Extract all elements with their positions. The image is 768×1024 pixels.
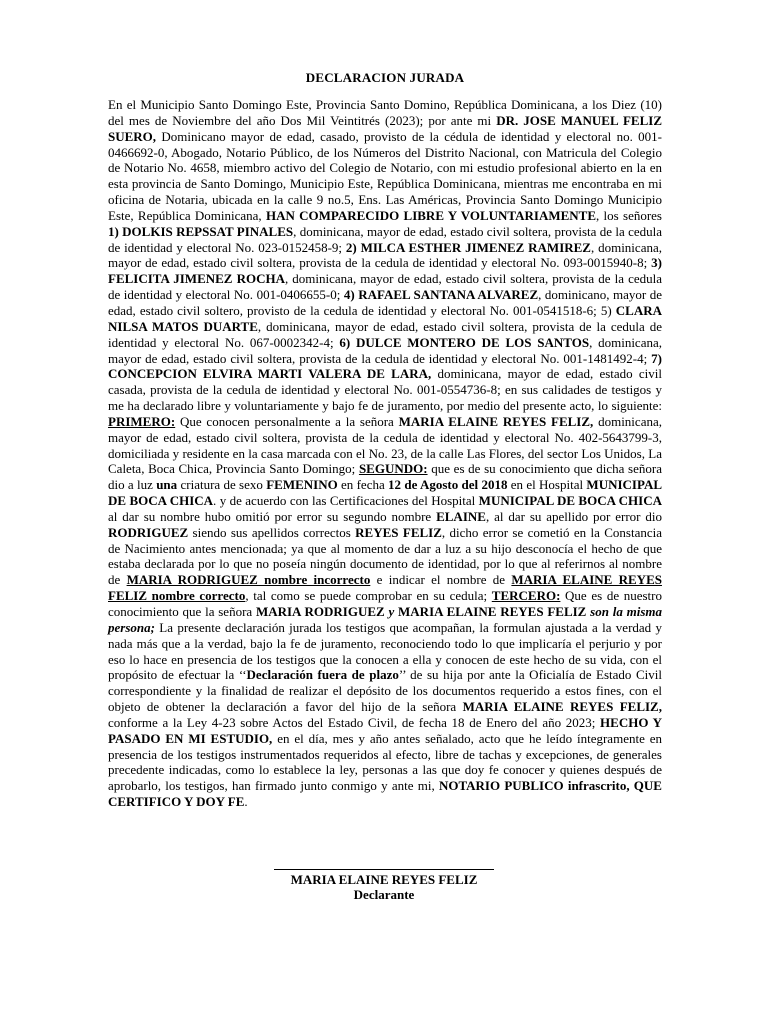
body-text: Que conocen personalmente a la señora xyxy=(175,413,399,429)
body-text: ’’ de su hija por ante la Oficialía de Estado Civil correspondiente y la finalidad de realizar el depósito de los documentos requerido a estos fines, con el objeto de obtener la declaración a favor del hijo de la señora xyxy=(108,667,662,715)
signature-block xyxy=(0,869,768,902)
emphasized-text: y xyxy=(388,604,395,619)
emphasized-text: 3) FELICITA JIMENEZ ROCHA xyxy=(108,255,662,287)
body-text: , dominicana, mayor de edad, estado civil soltera, provista de la cedula de identidad y electoral No. 001-1481492-4; xyxy=(108,334,662,366)
signature-name: MARIA ELAINE REYES FELIZ xyxy=(290,872,478,887)
emphasized-text: 4) RAFAEL SANTANA ALVAREZ xyxy=(343,287,539,303)
body-text: en el día, mes y año antes señalado, acto que he leído íntegramente en presencia de los testigos instrumentados requeridos al efecto, libre de tachas y excepciones, de generales precedente indicadas, como lo establece la ley, personas a las que doy fe conocer y quienes después de aprobarlo, los testigos, han firmado junto conmigo y ante mi, xyxy=(108,730,663,794)
body-text: Que es de nuestro conocimiento que la señora xyxy=(108,588,662,619)
signature-role: Declarante xyxy=(353,887,415,902)
declaration-body xyxy=(108,97,662,810)
body-text: Dominicano mayor de edad, casado, provisto de la cédula de identidad y electoral no. 001-0466692-0, Abogado, Notario Público, de los Números del Distrito Nacional, con Matricula del Colegio de Notario No. 4658, miembro activo del Colegio de Notario, con mi estudio profesional abierto en la en esta provincia de Santo Domingo, Municipio Este, República Dominicana, mientras me encontraba en mi oficina de Notaria, ubicada en la calle 9 no.5, Ens. Las Américas, Provincia Santo Domingo Municipio Este, República Dominicana, xyxy=(108,128,662,223)
emphasized-text: 1) DOLKIS REPSSAT PINALES xyxy=(108,223,294,239)
body-text: . y de acuerdo con las Certificaciones del Hospital xyxy=(213,493,479,509)
emphasized-text: 7) CONCEPCION ELVIRA MARTI VALERA DE LARA, xyxy=(108,350,662,382)
body-text: , dicho error se cometió en la Constancia de Nacimiento antes mencionada; ya que al momento de dar a luz a su hijo desconocía el hecho de que estaba declarada por lo que no poseía ningún documento de identidad, por lo que al referirnos al nombre de xyxy=(108,524,662,588)
emphasized-text: HAN COMPARECIDO LIBRE Y VOLUNTARIAMENTE xyxy=(265,207,597,223)
body-text: , tal como se puede comprobar en su cedula; xyxy=(245,588,492,604)
signature-line xyxy=(274,869,494,870)
emphasized-text: TERCERO: xyxy=(491,588,561,604)
emphasized-text: ELAINE xyxy=(436,508,486,524)
body-text: , dominicana, mayor de edad, estado civil soltera, provista de la cedula de identidad y electoral No. 067-0002342-4; xyxy=(108,318,662,350)
body-text: en fecha xyxy=(337,477,389,493)
body-text: criatura de sexo xyxy=(177,477,267,493)
body-text: e indicar el nombre de xyxy=(370,572,512,588)
emphasized-text: HECHO Y PASADO EN MI ESTUDIO, xyxy=(108,714,662,746)
body-text: La presente declaración jurada los testigos que acompañan, la formulan ajustada a la verdad y nada más que a la verdad, bajo la fe de juramento, reconociendo todo lo que implicaría el perjurio y por eso lo hace en presencia de los testigos que la conocen a ella y conocen de este hecho de su vida, con el propósito de efectuar la ‘‘ xyxy=(108,619,662,683)
emphasized-text: 2) MILCA ESTHER JIMENEZ RAMIREZ xyxy=(345,239,591,255)
body-text: . xyxy=(244,794,248,810)
emphasized-text: MARIA ELAINE REYES FELIZ xyxy=(394,604,587,619)
body-text: , los señores xyxy=(596,207,662,223)
emphasized-text: RODRIGUEZ xyxy=(108,524,189,540)
body-text: , dominicano, mayor de edad, estado civil soltero, provisto de la cedula de identidad y electoral No. 001-0541518-6; 5) xyxy=(108,287,663,318)
emphasized-text: MARIA RODRIGUEZ xyxy=(255,604,389,619)
body-text: dominicana, mayor de edad, estado civil casada, provista de la cedula de identidad y electoral No. 001-0554736-8; en sus calidades de testigos y me ha declarado libre y voluntariamente y bajo fe de juramento, por medio del presente acto, lo siguiente: xyxy=(108,366,662,414)
emphasized-text: MUNICIPAL DE BOCA CHICA xyxy=(478,493,662,509)
emphasized-text: MUNICIPAL DE BOCA CHICA xyxy=(108,477,663,509)
emphasized-text: 12 de Agosto del 2018 xyxy=(388,477,508,493)
body-text: al dar su nombre hubo omitió por error su segundo nombre xyxy=(108,508,437,524)
body-text: en el Hospital xyxy=(507,477,587,493)
body-text: conforme a la Ley 4-23 sobre Actos del Estado Civil, de fecha 18 de Enero del año 2023; xyxy=(108,714,601,730)
emphasized-text: 6) DULCE MONTERO DE LOS SANTOS xyxy=(339,334,590,350)
emphasized-text: DR. JOSE MANUEL FELIZ SUERO, xyxy=(108,112,662,144)
emphasized-text: NOTARIO PUBLICO infrascrito, QUE CERTIFICO Y DOY FE xyxy=(108,778,662,810)
emphasized-text: MARIA ELAINE REYES FELIZ, xyxy=(398,413,594,429)
body-text: que es de su conocimiento que dicha señora dio a luz xyxy=(108,461,662,493)
emphasized-text: Declaración fuera de plazo xyxy=(246,667,399,683)
emphasized-text: PRIMERO: xyxy=(108,413,176,429)
emphasized-text: CLARA NILSA MATOS DUARTE xyxy=(108,302,662,334)
emphasized-text: MARIA ELAINE REYES FELIZ nombre correcto xyxy=(108,572,662,604)
body-text: , dominicana, mayor de edad, estado civil soltera, provista de la cedula de identidad y electoral No. 001-0406655-0; xyxy=(108,271,662,303)
emphasized-text: SEGUNDO: xyxy=(358,461,428,477)
body-text: dominicana, mayor de edad, estado civil soltera, provista de la cedula de identidad y electoral No. 402-5643799-3, domiciliada y residente en la casa marcada con el No. 23, de la calle Las Flores, del sector Los Unidos, La Caleta, Boca Chica, Provincia Santo Domingo; xyxy=(108,413,662,477)
emphasized-text: son la misma persona; xyxy=(108,604,662,635)
emphasized-text: una xyxy=(156,477,178,493)
body-text: , dominicana, mayor de edad, estado civil soltera, provista de la cedula de identidad y electoral No. 023-0152458-9; xyxy=(108,223,662,255)
emphasized-text: REYES FELIZ xyxy=(355,524,442,540)
body-text: En el Municipio Santo Domingo Este, Provincia Santo Domino, República Dominicana, a los Diez (10) del mes de Noviembre del año Dos Mil Veintitrés (2023); por ante mi xyxy=(108,97,662,128)
body-text: , dominicana, mayor de edad, estado civil soltera, provista de la cedula de identidad y electoral No. 093-0015940-8; xyxy=(108,239,662,271)
emphasized-text: FEMENINO xyxy=(266,477,338,493)
emphasized-text: MARIA ELAINE REYES FELIZ, xyxy=(462,699,662,715)
emphasized-text: MARIA RODRIGUEZ nombre incorrecto xyxy=(126,572,371,588)
body-text: , al dar su apellido por error dio xyxy=(485,508,662,524)
document-title: DECLARACION JURADA xyxy=(305,70,465,85)
body-text: siendo sus apellidos correctos xyxy=(188,524,356,540)
